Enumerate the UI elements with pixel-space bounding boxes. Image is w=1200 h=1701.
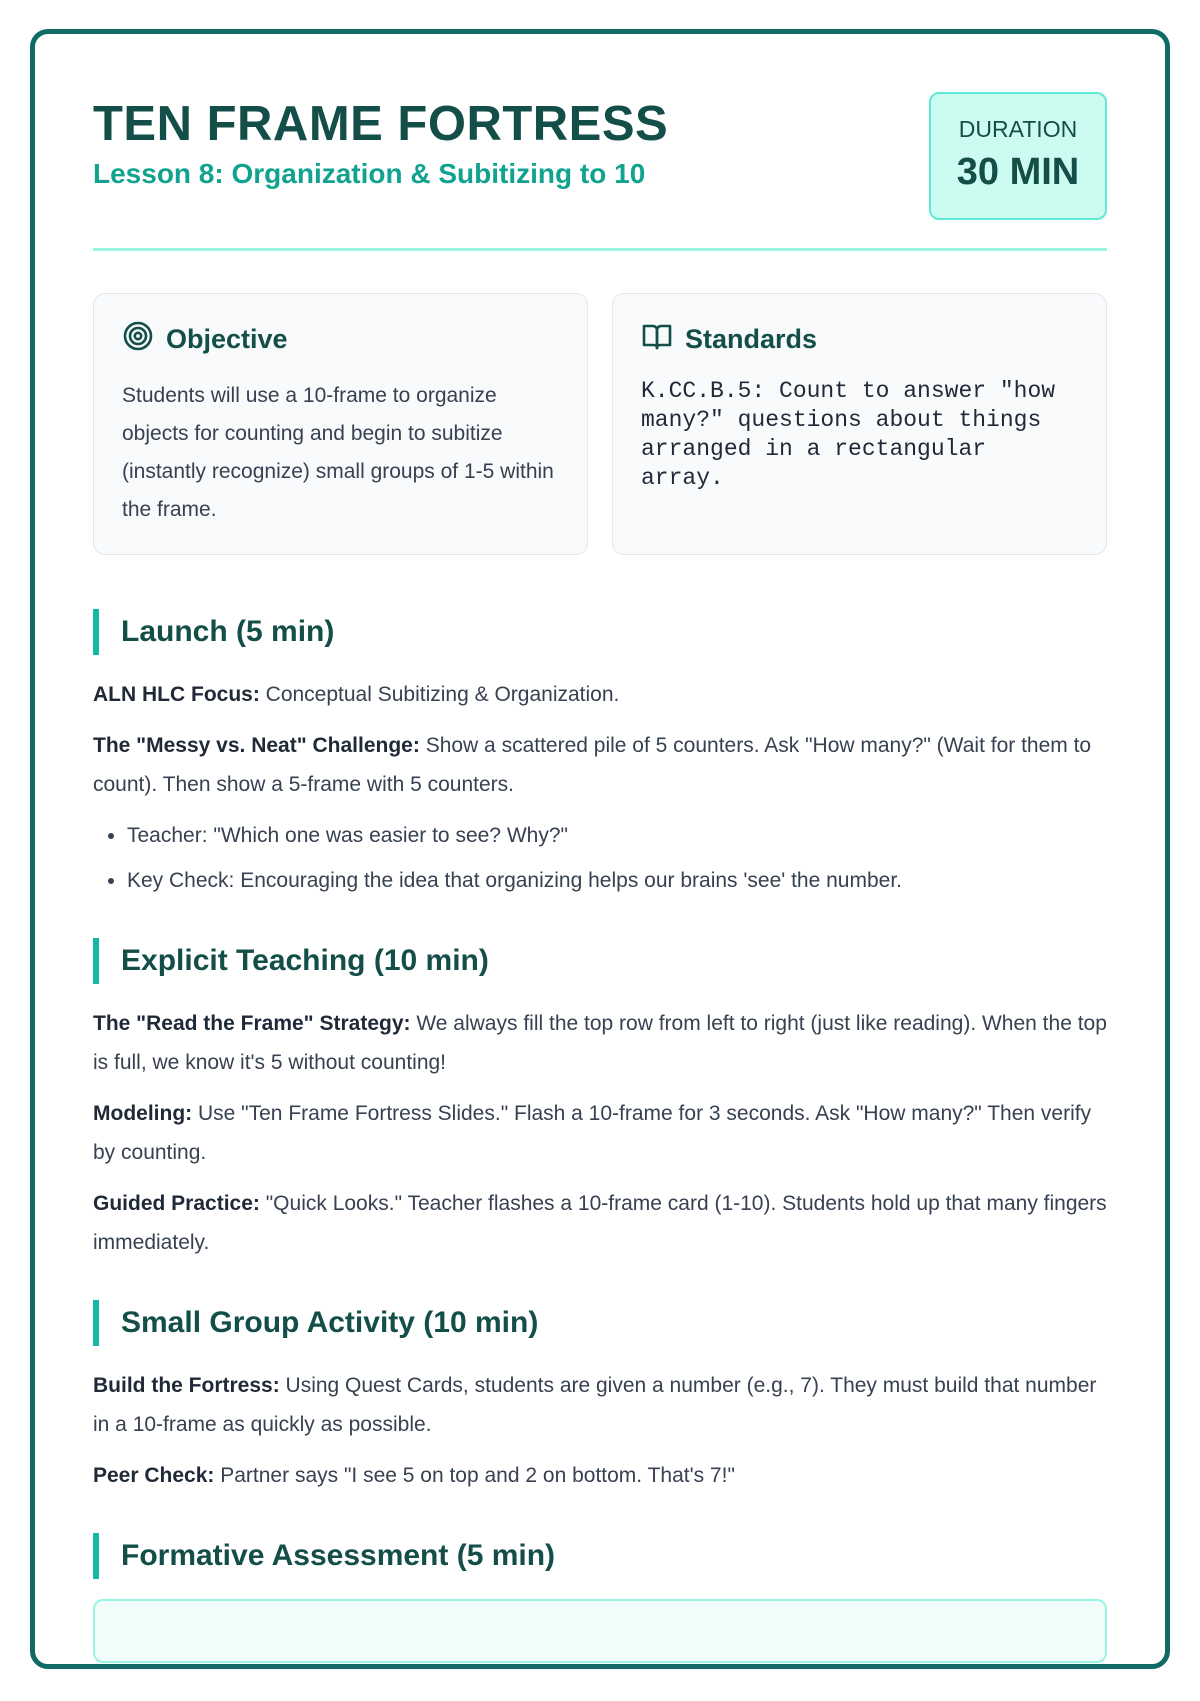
target-icon (122, 320, 154, 359)
paragraph: The "Read the Frame" Strategy: We always fill the top row from left to right (just like reading). When the top is full, we know it's 5 without counting! (93, 1012, 1107, 1074)
bullet-list (93, 816, 1107, 900)
objective-text: Students will use a 10-frame to organize objects for counting and begin to subitize (instantly recognize) small groups of 1-5 within the frame. (122, 384, 554, 521)
book-open-icon (641, 320, 673, 359)
section-launch (93, 609, 1107, 900)
objective-title: Objective (166, 324, 288, 354)
objective-card (93, 293, 588, 555)
duration-label: DURATION (958, 116, 1078, 142)
duration-badge (929, 92, 1107, 220)
standards-title: Standards (685, 324, 818, 354)
paragraph: Modeling: Use "Ten Frame Fortress Slides." Flash a 10-frame for 3 seconds. Ask "How many?" Then verify by counting. (93, 1102, 1092, 1164)
lesson-card (30, 29, 1170, 1669)
paragraph: ALN HLC Focus: Conceptual Subitizing & Organization. (93, 683, 620, 706)
section-explicit-teaching (93, 938, 1107, 1262)
duration-value: 30 MIN (956, 151, 1080, 193)
paragraph: The "Messy vs. Neat" Challenge: Show a scattered pile of 5 counters. Ask "How many?" (Wait for them to count). Then show a 5-frame with 5 counters. (93, 734, 1092, 796)
section-heading: Small Group Activity (10 min) (93, 1300, 1107, 1346)
paragraph: Guided Practice: "Quick Looks." Teacher flashes a 10-frame card (1-10). Students hold up that many fingers immediately. (93, 1192, 1107, 1254)
list-item: • Teacher: "Which one was easier to see? Why?" (127, 816, 1107, 855)
paragraph: Build the Fortress: Using Quest Cards, students are given a number (e.g., 7). They must build that number in a 10-frame as quickly as possible. (93, 1374, 1097, 1436)
section-heading: Formative Assessment (5 min) (93, 1533, 1107, 1579)
section-heading: Explicit Teaching (10 min) (93, 938, 1107, 984)
assessment-box (93, 1599, 1107, 1663)
paragraph: Peer Check: Partner says "I see 5 on top and 2 on bottom. That's 7!" (93, 1464, 735, 1487)
header-divider (93, 248, 1107, 251)
section-heading: Launch (5 min) (93, 609, 1107, 655)
lesson-subtitle: Lesson 8: Organization & Subitizing to 10 (93, 158, 646, 189)
page-title: TEN FRAME FORTRESS (93, 97, 669, 151)
section-small-group (93, 1300, 1107, 1495)
standards-text: K.CC.B.5: Count to answer "how many?" questions about things arranged in a rectangular array. (641, 378, 1069, 491)
standards-card (612, 293, 1107, 555)
section-formative-assessment (93, 1533, 1107, 1663)
lesson-sections (93, 609, 1107, 1701)
list-item: • Key Check: Encouraging the idea that organizing helps our brains 'see' the number. (127, 861, 1107, 900)
